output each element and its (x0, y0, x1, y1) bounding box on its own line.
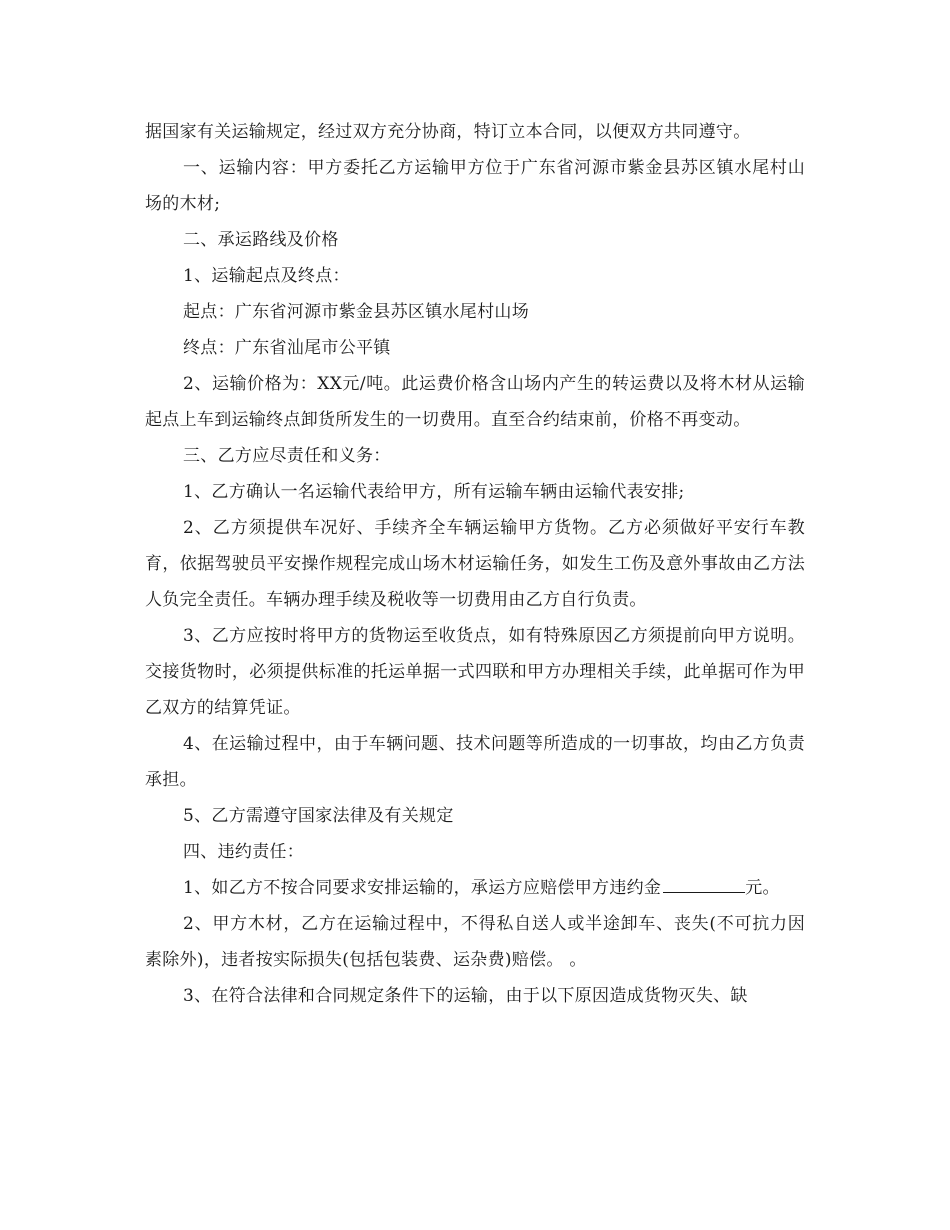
paragraph-breach-1 (145, 870, 805, 906)
paragraph-duty-2: 2、乙方须提供车况好、手续齐全车辆运输甲方货物。乙方必须做好平安行车教育，依据驾驶员平安操作规程完成山场木材运输任务，如发生工伤及意外事故由乙方法人负完全责任。车辆办理手续及税收等一切费用由乙方自行负责。 (145, 518, 805, 610)
paragraph-price: 2、运输价格为：XX元/吨。此运费价格含山场内产生的转运费以及将木材从运输起点上车到运输终点卸货所发生的一切费用。直至合约结束前，价格不再变动。 (145, 374, 805, 430)
breach-1-unit: 元。 (745, 878, 780, 898)
heading-party-b-duties: 三、乙方应尽责任和义务： (183, 446, 391, 466)
paragraph-start-end: 1、运输起点及终点： (183, 266, 350, 286)
paragraph-breach-3: 3、在符合法律和合同规定条件下的运输，由于以下原因造成货物灭失、缺 (183, 986, 748, 1006)
breach-1-text: 1、如乙方不按合同要求安排运输的，承运方应赔偿甲方违约金 (183, 878, 662, 898)
paragraph-start-point: 起点：广东省河源市紫金县苏区镇水尾村山场 (183, 302, 529, 322)
amount-blank-line (663, 878, 745, 893)
paragraph-preamble: 据国家有关运输规定，经过双方充分协商，特订立本合同，以便双方共同遵守。 (145, 122, 751, 142)
heading-breach-liability: 四、违约责任： (183, 842, 305, 862)
paragraph-duty-3: 3、乙方应按时将甲方的货物运至收货点，如有特殊原因乙方须提前向甲方说明。交接货物时，必须提供标准的托运单据一式四联和甲方办理相关手续，此单据可作为甲乙双方的结算凭证。 (145, 626, 805, 718)
paragraph-end-point: 终点：广东省汕尾市公平镇 (183, 338, 391, 358)
paragraph-duty-1: 1、乙方确认一名运输代表给甲方，所有运输车辆由运输代表安排; (183, 482, 685, 502)
paragraph-breach-2: 2、甲方木材，乙方在运输过程中，不得私自送人或半途卸车、丧失(不可抗力因素除外)，违者按实际损失(包括包装费、运杂费)赔偿。 。 (145, 914, 805, 970)
document-page (145, 114, 805, 1014)
heading-route-and-price: 二、承运路线及价格 (183, 230, 339, 250)
paragraph-duty-4: 4、在运输过程中，由于车辆问题、技术问题等所造成的一切事故，均由乙方负责承担。 (145, 734, 805, 790)
paragraph-transport-content: 一、运输内容：甲方委托乙方运输甲方位于广东省河源市紫金县苏区镇水尾村山场的木材; (145, 158, 805, 214)
paragraph-duty-5: 5、乙方需遵守国家法律及有关规定 (183, 806, 454, 826)
